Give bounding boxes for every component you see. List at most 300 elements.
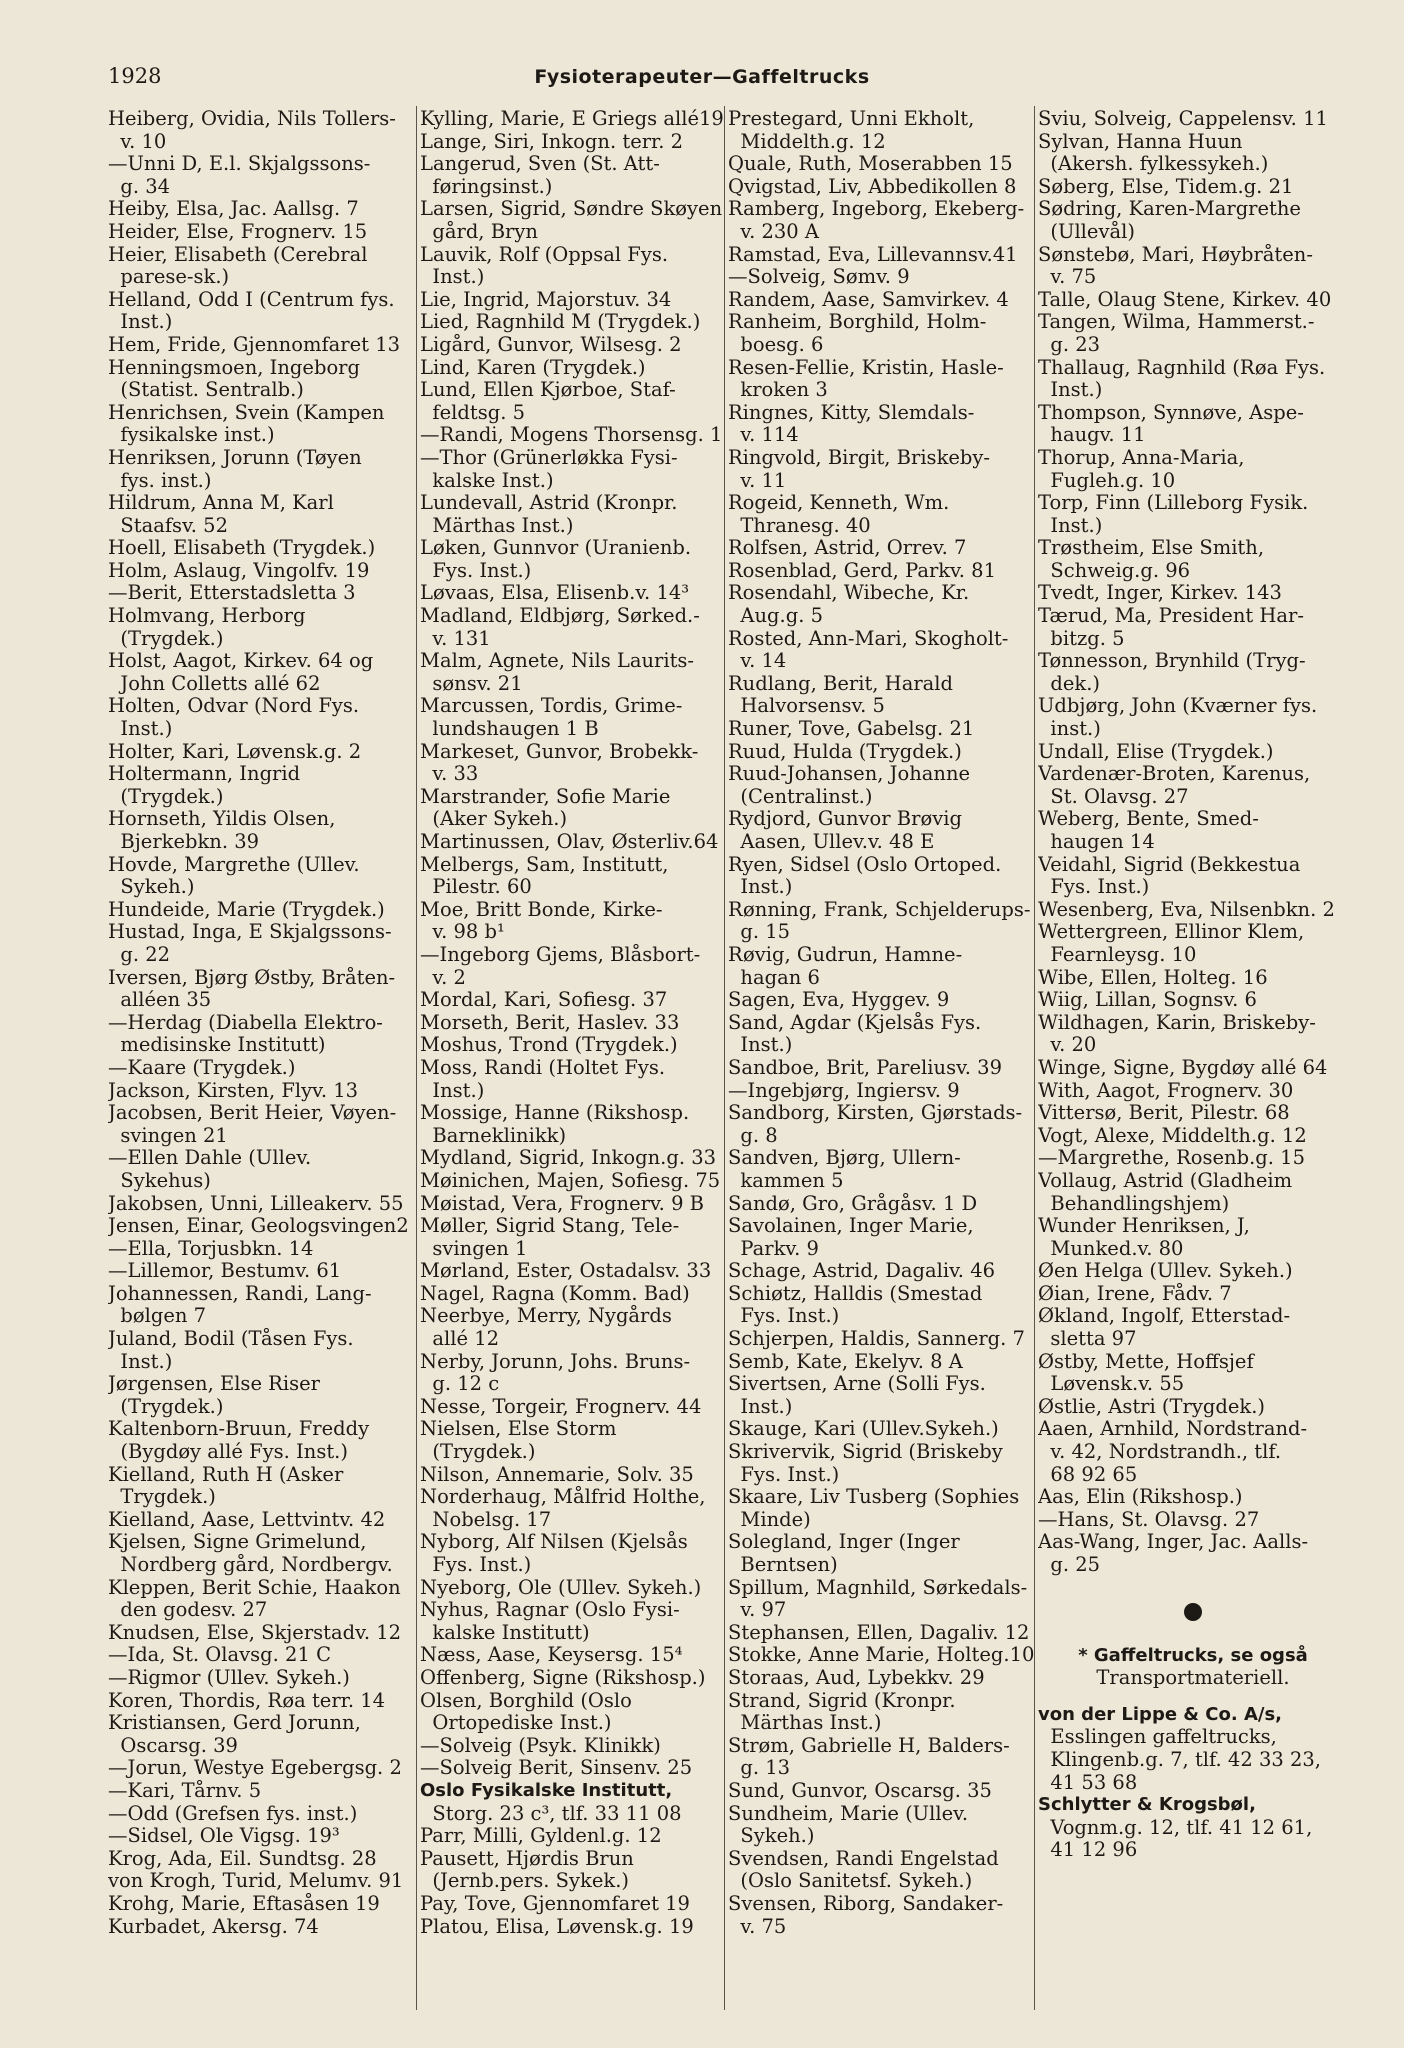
- directory-entry-line: Holter, Kari, Løvensk.g. 2: [108, 740, 362, 763]
- directory-entry-line: Platou, Elisa, Løvensk.g. 19: [420, 1915, 694, 1938]
- directory-entry-line: Øian, Irene, Fådv. 7: [1038, 1282, 1232, 1305]
- directory-entry-line: v. 75: [728, 1915, 787, 1938]
- directory-entry-line: Nyeborg, Ole (Ullev. Sykeh.): [420, 1576, 702, 1599]
- directory-entry-line: Esslingen gaffeltrucks,: [1038, 1726, 1277, 1749]
- directory-entry-line: Kurbadet, Akersg. 74: [108, 1915, 319, 1938]
- directory-entry-line: Juland, Bodil (Tåsen Fys.: [108, 1328, 354, 1351]
- directory-entry-line: Nobelsg. 17: [420, 1508, 552, 1531]
- directory-entry-line: (Oslo Sanitetsf. Sykeh.): [728, 1870, 973, 1893]
- directory-entry-line: Rolfsen, Astrid, Orrev. 7: [728, 537, 967, 560]
- directory-entry-line: Aasen, Ullev.v. 48 E: [728, 831, 935, 853]
- directory-entry-line: Sylvan, Hanna Huun: [1038, 130, 1243, 153]
- directory-entry-line: Vogt, Alexe, Middelth.g. 12: [1038, 1124, 1307, 1147]
- directory-entry-line: —Solveig (Psyk. Klinikk): [420, 1734, 661, 1757]
- directory-entry-line: Stephansen, Ellen, Dagaliv. 12: [728, 1621, 1030, 1644]
- directory-entry-line: feldtsg. 5: [420, 401, 526, 424]
- directory-entry-line: Nerby, Jorunn, Johs. Bruns-: [420, 1350, 691, 1373]
- directory-entry-line: Skauge, Kari (Ullev.Sykeh.): [728, 1418, 999, 1441]
- directory-entry-line: Runer, Tove, Gabelsg. 21: [728, 718, 975, 741]
- directory-entry-line: Sødring, Karen-Margrethe: [1038, 198, 1301, 221]
- directory-entry-line: (Aker Sykeh.): [420, 808, 568, 831]
- directory-entry-line: Savolainen, Inger Marie,: [728, 1215, 974, 1238]
- directory-entry-line: —Odd (Grefsen fys. inst.): [108, 1802, 358, 1825]
- directory-entry-line: Kaltenborn-Bruun, Freddy: [108, 1418, 370, 1441]
- directory-entry-line: Kjelsen, Signe Grimelund,: [108, 1531, 367, 1554]
- directory-entry-line: g. 34: [108, 175, 171, 198]
- directory-entry-line: Aas, Elin (Rikshosp.): [1038, 1486, 1243, 1509]
- directory-entry-line: Sandborg, Kirsten, Gjørstads-: [728, 1102, 1023, 1125]
- directory-entry-line: von der Lippe & Co. A/s,: [1038, 1703, 1283, 1725]
- directory-entry-line: Inst.): [728, 1034, 793, 1057]
- directory-entry-line: Prestegard, Unni Ekholt,: [728, 108, 975, 130]
- directory-entry-line: Nilson, Annemarie, Solv. 35: [420, 1463, 694, 1486]
- directory-entry-line: Winge, Signe, Bygdøy allé 64: [1038, 1056, 1328, 1079]
- directory-entry-line: Storaas, Aud, Lybekkv. 29: [728, 1666, 985, 1689]
- directory-entry-line: Halvorsensv. 5: [728, 695, 885, 718]
- directory-entry-line: (Akersh. fylkessykeh.): [1038, 153, 1269, 176]
- directory-entry-line: Ranheim, Borghild, Holm-: [728, 311, 987, 334]
- directory-entry-line: Bjerkebkn. 39: [108, 831, 260, 853]
- directory-entry-line: Holtermann, Ingrid: [108, 763, 301, 786]
- directory-entry-line: v. 11: [728, 469, 787, 492]
- directory-entry-line: Lie, Ingrid, Majorstuv. 34: [420, 288, 672, 311]
- directory-entry-line: Hundeide, Marie (Trygdek.): [108, 898, 385, 921]
- directory-entry-line: Lundevall, Astrid (Kronpr.: [420, 492, 678, 515]
- directory-entry-line: Inst.): [1038, 514, 1103, 537]
- directory-entry-line: Tangen, Wilma, Hammerst.-: [1038, 311, 1315, 334]
- directory-entry-line: Sykeh.): [108, 876, 195, 899]
- directory-entry-line: v. 2: [420, 966, 466, 989]
- directory-entry-line: (Bygdøy allé Fys. Inst.): [108, 1441, 348, 1464]
- directory-entry-line: Melbergs, Sam, Institutt,: [420, 853, 669, 876]
- directory-entry-line: 68 92 65: [1038, 1463, 1138, 1486]
- section-heading-reference: Transportmateriell.: [1096, 1667, 1290, 1690]
- directory-entry-line: lundshaugen 1 B: [420, 718, 599, 741]
- directory-entry-line: —Jorun, Westye Egebergsg. 2: [108, 1757, 402, 1780]
- directory-entry-line: Sviu, Solveig, Cappelensv. 11: [1038, 108, 1328, 130]
- directory-entry-line: Markeset, Gunvor, Brobekk-: [420, 740, 699, 763]
- directory-entry-line: Hoell, Elisabeth (Trygdek.): [108, 537, 376, 560]
- directory-entry-line: (Ullevål): [1038, 220, 1135, 243]
- directory-entry-line: Nagel, Ragna (Komm. Bad): [420, 1282, 690, 1305]
- directory-entry-line: medisinske Institutt): [108, 1034, 326, 1057]
- directory-entry-line: Strøm, Gabrielle H, Balders-: [728, 1734, 1010, 1757]
- directory-entry-line: —Ingeborg Gjems, Blåsbort-: [420, 943, 701, 966]
- directory-entry-line: g. 22: [108, 943, 171, 966]
- directory-entry-line: Schweig.g. 96: [1038, 559, 1191, 582]
- directory-entry-line: Mydland, Sigrid, Inkogn.g. 33: [420, 1147, 717, 1170]
- directory-entry-line: Berntsen): [728, 1554, 838, 1576]
- directory-entry-line: Lied, Ragnhild M (Trygdek.): [420, 311, 701, 334]
- directory-entry-line: Inst.): [108, 718, 173, 741]
- directory-entry-line: Thallaug, Ragnhild (Røa Fys.: [1038, 356, 1326, 379]
- directory-column-4: [1038, 108, 1348, 1862]
- directory-entry-line: —Ellen Dahle (Ullev.: [108, 1147, 312, 1170]
- directory-entry-line: v. 131: [420, 627, 491, 650]
- directory-entry-line: Inst.): [108, 311, 173, 334]
- directory-entry-line: Knudsen, Else, Skjerstadv. 12: [108, 1621, 402, 1644]
- directory-entry-line: inst.): [1038, 718, 1101, 741]
- directory-entry-line: Nielsen, Else Storm: [420, 1418, 617, 1441]
- directory-entry-line: Moshus, Trond (Trygdek.): [420, 1034, 678, 1057]
- directory-entry-line: —Herdag (Diabella Elektro-: [108, 1011, 383, 1034]
- directory-entry-line: Jacobsen, Berit Heier, Vøyen-: [108, 1102, 397, 1125]
- directory-column-1: [108, 108, 418, 1938]
- directory-entry-line: Hornseth, Yildis Olsen,: [108, 808, 336, 831]
- directory-entry-line: Sønstebø, Mari, Høybråten-: [1038, 243, 1313, 266]
- directory-entry-line: Ramstad, Eva, Lillevannsv.41: [728, 243, 1018, 266]
- directory-entry-line: —Hans, St. Olavsg. 27: [1038, 1508, 1260, 1531]
- directory-entry-line: —Sidsel, Ole Vigsg. 19³: [108, 1825, 340, 1848]
- directory-entry-line: Rosted, Ann-Mari, Skogholt-: [728, 627, 1009, 650]
- directory-entry-line: Tærud, Ma, President Har-: [1038, 605, 1304, 628]
- directory-entry-line: Sykehus): [108, 1169, 211, 1192]
- directory-entry-line: Øen Helga (Ullev. Sykeh.): [1038, 1260, 1293, 1283]
- directory-entry-line: Sagen, Eva, Hyggev. 9: [728, 989, 950, 1012]
- directory-entry-line: —Solveig, Sømv. 9: [728, 266, 910, 289]
- directory-entry-line: Holmvang, Herborg: [108, 605, 306, 628]
- directory-entry-line: Larsen, Sigrid, Søndre Skøyen: [420, 198, 723, 221]
- directory-entry-line: Sivertsen, Arne (Solli Fys.: [728, 1373, 986, 1396]
- directory-entry-line: —Unni D, E.l. Skjalgssons-: [108, 153, 371, 176]
- directory-entry-line: Talle, Olaug Stene, Kirkev. 40: [1038, 288, 1332, 311]
- directory-entry-line: Parkv. 9: [728, 1237, 819, 1260]
- directory-entry-line: v. 230 A: [728, 220, 819, 243]
- directory-entry-line: Sundheim, Marie (Ullev.: [728, 1802, 969, 1825]
- directory-entry-line: Sykeh.): [728, 1825, 815, 1848]
- directory-entry-line: Oslo Fysikalske Institutt,: [420, 1779, 673, 1801]
- directory-entry-line: Iversen, Bjørg Østby, Bråten-: [108, 966, 396, 989]
- directory-entry-line: Pilestr. 60: [420, 876, 532, 899]
- directory-entry-line: John Colletts allé 62: [108, 672, 321, 695]
- directory-entry-line: Fys. Inst.): [420, 559, 532, 582]
- directory-entry-line: Sandboe, Brit, Pareliusv. 39: [728, 1056, 1002, 1079]
- directory-entry-line: Ligård, Gunvor, Wilsesg. 2: [420, 333, 682, 356]
- directory-entry-line: g. 12 c: [420, 1373, 500, 1396]
- directory-entry-line: svingen 21: [108, 1124, 228, 1147]
- directory-entry-line: svingen 1: [420, 1237, 528, 1260]
- directory-entry-line: Rosenblad, Gerd, Parkv. 81: [728, 559, 996, 582]
- directory-entry-line: Holst, Aagot, Kirkev. 64 og: [108, 650, 374, 673]
- directory-entry-line: Tønnesson, Brynhild (Tryg-: [1038, 650, 1306, 673]
- directory-entry-line: v. 33: [420, 763, 479, 786]
- directory-entry-line: g. 23: [1038, 333, 1101, 356]
- directory-entry-line: Undall, Elise (Trygdek.): [1038, 740, 1274, 763]
- directory-entry-line: bitzg. 5: [1038, 627, 1125, 650]
- directory-entry-line: Thorup, Anna-Maria,: [1038, 446, 1245, 469]
- directory-entry-line: Semb, Kate, Ekelyv. 8 A: [728, 1350, 963, 1373]
- directory-entry-line: Kristiansen, Gerd Jorunn,: [108, 1712, 361, 1735]
- directory-entry-line: Ruud, Hulda (Trygdek.): [728, 740, 962, 763]
- directory-entry-line: fysikalske inst.): [108, 424, 275, 447]
- directory-entry-line: Sandven, Bjørg, Ullern-: [728, 1147, 961, 1170]
- section-bullet: [1184, 1603, 1202, 1621]
- directory-entry-line: 41 53 68: [1038, 1771, 1138, 1794]
- directory-entry-line: Olsen, Borghild (Oslo: [420, 1689, 632, 1712]
- directory-entry-line: hagan 6: [728, 966, 820, 989]
- directory-entry-line: Østlie, Astri (Trygdek.): [1038, 1395, 1266, 1418]
- directory-entry-line: Jakobsen, Unni, Lilleakerv. 55: [108, 1192, 404, 1215]
- directory-entry-line: Henriksen, Jorunn (Tøyen: [108, 446, 362, 469]
- running-title: Fysioterapeuter—Gaffeltrucks: [534, 66, 870, 88]
- directory-entry-line: Ringvold, Birgit, Briskeby-: [728, 446, 991, 469]
- directory-entry-line: St. Olavsg. 27: [1038, 785, 1189, 808]
- directory-entry-line: Schlytter & Krogsbøl,: [1038, 1794, 1256, 1816]
- directory-entry-line: Skrivervik, Sigrid (Briskeby: [728, 1441, 1003, 1464]
- directory-entry-line: Minde): [728, 1508, 811, 1531]
- directory-entry-line: Heiberg, Ovidia, Nils Tollers-: [108, 108, 396, 130]
- directory-entry-line: Fys. Inst.): [1038, 876, 1150, 899]
- directory-entry-line: Hustad, Inga, E Skjalgssons-: [108, 921, 392, 944]
- directory-entry-line: (Jernb.pers. Sykek.): [420, 1870, 630, 1893]
- directory-entry-line: Nyborg, Alf Nilsen (Kjelsås: [420, 1531, 688, 1554]
- directory-entry-line: allé 12: [420, 1328, 500, 1351]
- directory-entry-line: Lund, Ellen Kjørboe, Staf-: [420, 379, 676, 402]
- gaffeltrucks-list: [1038, 1704, 1348, 1862]
- directory-entry-line: Staafsv. 52: [108, 514, 228, 537]
- directory-entry-line: —Thor (Grünerløkka Fysi-: [420, 446, 678, 469]
- directory-entry-line: Møller, Sigrid Stang, Tele-: [420, 1215, 680, 1238]
- directory-entry-line: bølgen 7: [108, 1305, 207, 1328]
- directory-entry-line: v. 114: [728, 424, 799, 447]
- directory-entry-line: Trygdek.): [108, 1486, 216, 1509]
- directory-entry-line: Krohg, Marie, Eftasåsen 19: [108, 1892, 380, 1915]
- directory-entry-line: føringsinst.): [420, 175, 553, 198]
- directory-entry-line: Malm, Agnete, Nils Laurits-: [420, 650, 695, 673]
- directory-entry-line: Stokke, Anne Marie, Holteg.10: [728, 1644, 1035, 1667]
- section-gap: [1038, 1690, 1348, 1704]
- directory-entry-line: Trøstheim, Else Smith,: [1038, 537, 1265, 560]
- directory-entry-line: Klingenb.g. 7, tlf. 42 33 23,: [1038, 1748, 1321, 1771]
- directory-entry-line: Storg. 23 c³, tlf. 33 11 08: [420, 1802, 682, 1825]
- directory-entry-line: Hildrum, Anna M, Karl: [108, 492, 334, 515]
- directory-entry-line: Henrichsen, Svein (Kampen: [108, 401, 385, 424]
- directory-entry-line: Sandø, Gro, Grågåsv. 1 D: [728, 1192, 978, 1215]
- directory-entry-line: den godesv. 27: [108, 1599, 268, 1622]
- directory-entry-line: g. 13: [728, 1757, 791, 1780]
- directory-entry-line: sletta 97: [1038, 1328, 1137, 1351]
- directory-entry-line: Rogeid, Kenneth, Wm.: [728, 492, 950, 515]
- directory-entry-line: Næss, Aase, Keysersg. 15⁴: [420, 1644, 683, 1667]
- directory-entry-line: Aas-Wang, Inger, Jac. Aalls-: [1038, 1531, 1309, 1554]
- directory-entry-line: Ringnes, Kitty, Slemdals-: [728, 401, 975, 424]
- directory-entry-line: alléen 35: [108, 989, 212, 1012]
- directory-entry-line: Wiig, Lillan, Sognsv. 6: [1038, 989, 1257, 1012]
- directory-list: [1038, 108, 1348, 1577]
- directory-entry-line: Spillum, Magnhild, Sørkedals-: [728, 1576, 1028, 1599]
- directory-entry-line: Fugleh.g. 10: [1038, 469, 1176, 492]
- directory-entry-line: Thompson, Synnøve, Aspe-: [1038, 401, 1304, 424]
- directory-entry-line: Strand, Sigrid (Kronpr.: [728, 1689, 956, 1712]
- directory-entry-line: Pausett, Hjørdis Brun: [420, 1847, 634, 1870]
- directory-entry-line: sønsv. 21: [420, 672, 523, 695]
- directory-entry-line: kammen 5: [728, 1169, 844, 1192]
- directory-entry-line: Inst.): [420, 266, 485, 289]
- directory-entry-line: v. 97: [728, 1599, 787, 1622]
- directory-entry-line: haugv. 11: [1038, 424, 1146, 447]
- directory-entry-line: Solegland, Inger (Inger: [728, 1531, 960, 1554]
- directory-entry-line: —Ida, St. Olavsg. 21 C: [108, 1644, 331, 1667]
- directory-entry-line: Wesenberg, Eva, Nilsenbkn. 2: [1038, 898, 1335, 921]
- directory-entry-line: von Krogh, Turid, Melumv. 91: [108, 1870, 404, 1893]
- directory-entry-line: Nesse, Torgeir, Frognerv. 44: [420, 1395, 702, 1418]
- directory-entry-line: Ryen, Sidsel (Oslo Ortoped.: [728, 853, 1002, 876]
- directory-entry-line: —Margrethe, Rosenb.g. 15: [1038, 1147, 1305, 1170]
- directory-column-3: [728, 108, 1038, 1938]
- directory-entry-line: —Ingebjørg, Ingiersv. 9: [728, 1079, 960, 1102]
- directory-entry-line: —Ella, Torjusbkn. 14: [108, 1237, 314, 1260]
- directory-entry-line: Munked.v. 80: [1038, 1237, 1184, 1260]
- directory-entry-line: Fys. Inst.): [728, 1463, 840, 1486]
- directory-entry-line: g. 8: [728, 1124, 778, 1147]
- directory-entry-line: Holten, Odvar (Nord Fys.: [108, 695, 360, 718]
- directory-entry-line: Heier, Elisabeth (Cerebral: [108, 243, 368, 266]
- directory-entry-line: —Randi, Mogens Thorsensg. 1: [420, 424, 723, 447]
- directory-entry-line: Skaare, Liv Tusberg (Sophies: [728, 1486, 1020, 1509]
- directory-entry-line: Moe, Britt Bonde, Kirke-: [420, 898, 663, 921]
- directory-entry-line: —Kari, Tårnv. 5: [108, 1779, 262, 1802]
- directory-entry-line: Mørland, Ester, Ostadalsv. 33: [420, 1260, 712, 1283]
- directory-entry-line: Løvaas, Elsa, Elisenb.v. 14³: [420, 582, 690, 605]
- directory-column-2: [420, 108, 730, 1938]
- directory-entry-line: Rosendahl, Wibeche, Kr.: [728, 582, 970, 605]
- directory-entry-line: Koren, Thordis, Røa terr. 14: [108, 1689, 386, 1712]
- directory-entry-line: Løken, Gunnvor (Uranienb.: [420, 537, 692, 560]
- directory-entry-line: 41 12 96: [1038, 1839, 1138, 1862]
- directory-entry-line: Mossige, Hanne (Rikshosp.: [420, 1102, 690, 1125]
- directory-entry-line: Tvedt, Inger, Kirkev. 143: [1038, 582, 1282, 605]
- directory-entry-line: Fys. Inst.): [728, 1305, 840, 1328]
- directory-entry-line: Vognm.g. 12, tlf. 41 12 61,: [1038, 1816, 1313, 1839]
- directory-entry-line: Heiby, Elsa, Jac. Aallsg. 7: [108, 198, 359, 221]
- directory-entry-line: Märthas Inst.): [420, 514, 574, 537]
- directory-entry-line: Vittersø, Berit, Pilestr. 68: [1038, 1102, 1290, 1125]
- directory-entry-line: kalske Inst.): [420, 469, 554, 492]
- directory-entry-line: —Solveig Berit, Sinsenv. 25: [420, 1757, 693, 1780]
- directory-entry-line: (Trygdek.): [108, 1395, 224, 1418]
- directory-entry-line: Vardenær-Broten, Karenus,: [1038, 763, 1311, 786]
- directory-entry-line: Svendsen, Randi Engelstad: [728, 1847, 999, 1870]
- directory-entry-line: Røvig, Gudrun, Hamne-: [728, 943, 963, 966]
- directory-entry-line: Qvigstad, Liv, Abbedikollen 8: [728, 175, 1017, 198]
- directory-entry-line: Fearnleysg. 10: [1038, 943, 1197, 966]
- directory-entry-line: g. 25: [1038, 1554, 1101, 1576]
- directory-entry-line: Middelth.g. 12: [728, 130, 886, 153]
- directory-entry-line: Rydjord, Gunvor Brøvig: [728, 808, 962, 831]
- directory-entry-line: Wibe, Ellen, Holteg. 16: [1038, 966, 1268, 989]
- directory-entry-line: v. 20: [1038, 1034, 1097, 1057]
- directory-entry-line: —Rigmor (Ullev. Sykeh.): [108, 1666, 350, 1689]
- directory-entry-line: Jackson, Kirsten, Flyv. 13: [108, 1079, 359, 1102]
- directory-entry-line: Svensen, Riborg, Sandaker-: [728, 1892, 1004, 1915]
- directory-entry-line: Langerud, Sven (St. Att-: [420, 153, 660, 176]
- directory-entry-line: v. 14: [728, 650, 787, 673]
- directory-entry-line: Schiøtz, Halldis (Smestad: [728, 1282, 983, 1305]
- directory-entry-line: Jørgensen, Else Riser: [108, 1373, 320, 1396]
- directory-entry-line: Offenberg, Signe (Rikshosp.): [420, 1666, 706, 1689]
- directory-entry-line: v. 42, Nordstrandh., tlf.: [1038, 1441, 1282, 1464]
- directory-entry-line: v. 75: [1038, 266, 1097, 289]
- directory-entry-line: Neerbye, Merry, Nygårds: [420, 1305, 672, 1328]
- directory-entry-line: Nyhus, Ragnar (Oslo Fysi-: [420, 1599, 680, 1622]
- directory-entry-line: Morseth, Berit, Haslev. 33: [420, 1011, 680, 1034]
- directory-entry-line: Mordal, Kari, Sofiesg. 37: [420, 989, 668, 1012]
- directory-entry-line: Resen-Fellie, Kristin, Hasle-: [728, 356, 1004, 379]
- directory-entry-line: kroken 3: [728, 379, 828, 402]
- directory-entry-line: boesg. 6: [728, 333, 824, 356]
- directory-entry-line: With, Aagot, Frognerv. 30: [1038, 1079, 1294, 1102]
- directory-entry-line: Helland, Odd I (Centrum fys.: [108, 288, 395, 311]
- directory-entry-line: parese-sk.): [108, 266, 230, 289]
- directory-entry-line: Heider, Else, Frognerv. 15: [108, 220, 368, 243]
- directory-entry-line: Randem, Aase, Samvirkev. 4: [728, 288, 1009, 311]
- directory-entry-line: Lind, Karen (Trygdek.): [420, 356, 646, 379]
- directory-entry-line: Henningsmoen, Ingeborg: [108, 356, 360, 379]
- directory-entry-line: Inst.): [1038, 379, 1103, 402]
- directory-entry-line: Madland, Eldbjørg, Sørked.-: [420, 605, 700, 628]
- directory-entry-line: Wildhagen, Karin, Briskeby-: [1038, 1011, 1316, 1034]
- directory-entry-line: fys. inst.): [108, 469, 212, 492]
- directory-entry-line: Barneklinikk): [420, 1124, 567, 1147]
- directory-entry-line: Märthas Inst.): [728, 1712, 882, 1735]
- directory-entry-line: Kielland, Aase, Lettvintv. 42: [108, 1508, 386, 1531]
- section-heading: * Gaffeltrucks, se også: [1078, 1644, 1308, 1666]
- directory-entry-line: gård, Bryn: [420, 220, 538, 243]
- directory-entry-line: Lange, Siri, Inkogn. terr. 2: [420, 130, 684, 153]
- directory-entry-line: Pay, Tove, Gjennomfaret 19: [420, 1892, 690, 1915]
- directory-entry-line: Jensen, Einar, Geologsvingen2: [108, 1215, 409, 1238]
- directory-entry-line: Inst.): [108, 1350, 173, 1373]
- directory-entry-line: Weberg, Bente, Smed-: [1038, 808, 1259, 831]
- directory-entry-line: (Statist. Sentralb.): [108, 379, 304, 402]
- directory-entry-line: Lauvik, Rolf (Oppsal Fys.: [420, 243, 669, 266]
- directory-entry-line: Wunder Henriksen, J,: [1038, 1215, 1250, 1238]
- directory-entry-line: v. 10: [108, 130, 167, 153]
- directory-entry-line: (Trygdek.): [420, 1441, 536, 1464]
- directory-entry-line: Ramberg, Ingeborg, Ekeberg-: [728, 198, 1025, 221]
- directory-entry-line: Parr, Milli, Gyldenl.g. 12: [420, 1825, 662, 1848]
- directory-entry-line: Møinichen, Majen, Sofiesg. 75: [420, 1169, 721, 1192]
- directory-entry-line: Behandlingshjem): [1038, 1192, 1230, 1215]
- directory-entry-line: Veidahl, Sigrid (Bekkestua: [1038, 853, 1301, 876]
- directory-entry-line: Fys. Inst.): [420, 1554, 532, 1576]
- directory-entry-line: Inst.): [728, 1395, 793, 1418]
- directory-entry-line: Wettergreen, Ellinor Klem,: [1038, 921, 1305, 944]
- directory-entry-line: Ortopediske Inst.): [420, 1712, 612, 1735]
- directory-entry-line: Sund, Gunvor, Oscarsg. 35: [728, 1779, 992, 1802]
- directory-entry-line: Schage, Astrid, Dagaliv. 46: [728, 1260, 996, 1283]
- directory-entry-line: —Berit, Etterstadsletta 3: [108, 582, 356, 605]
- directory-entry-line: Rudlang, Berit, Harald: [728, 672, 953, 695]
- directory-entry-line: haugen 14: [1038, 831, 1155, 853]
- directory-entry-line: Sand, Agdar (Kjelsås Fys.: [728, 1011, 982, 1034]
- directory-entry-line: g. 15: [728, 921, 791, 944]
- directory-entry-line: Inst.): [728, 876, 793, 899]
- directory-entry-line: Kleppen, Berit Schie, Haakon: [108, 1576, 401, 1599]
- directory-entry-line: Hem, Fride, Gjennomfaret 13: [108, 333, 401, 356]
- directory-entry-line: Krog, Ada, Eil. Sundtsg. 28: [108, 1847, 377, 1870]
- directory-entry-line: Økland, Ingolf, Etterstad-: [1038, 1305, 1291, 1328]
- directory-entry-line: Torp, Finn (Lilleborg Fysik.: [1038, 492, 1309, 515]
- directory-entry-line: Johannessen, Randi, Lang-: [108, 1282, 372, 1305]
- directory-entry-line: (Trygdek.): [108, 627, 224, 650]
- directory-entry-line: Møistad, Vera, Frognerv. 9 B: [420, 1192, 704, 1215]
- directory-entry-line: —Kaare (Trygdek.): [108, 1056, 296, 1079]
- directory-entry-line: Schjerpen, Haldis, Sannerg. 7: [728, 1328, 1025, 1351]
- directory-entry-line: (Trygdek.): [108, 785, 224, 808]
- directory-entry-line: Aug.g. 5: [728, 605, 824, 628]
- directory-entry-line: dek.): [1038, 672, 1101, 695]
